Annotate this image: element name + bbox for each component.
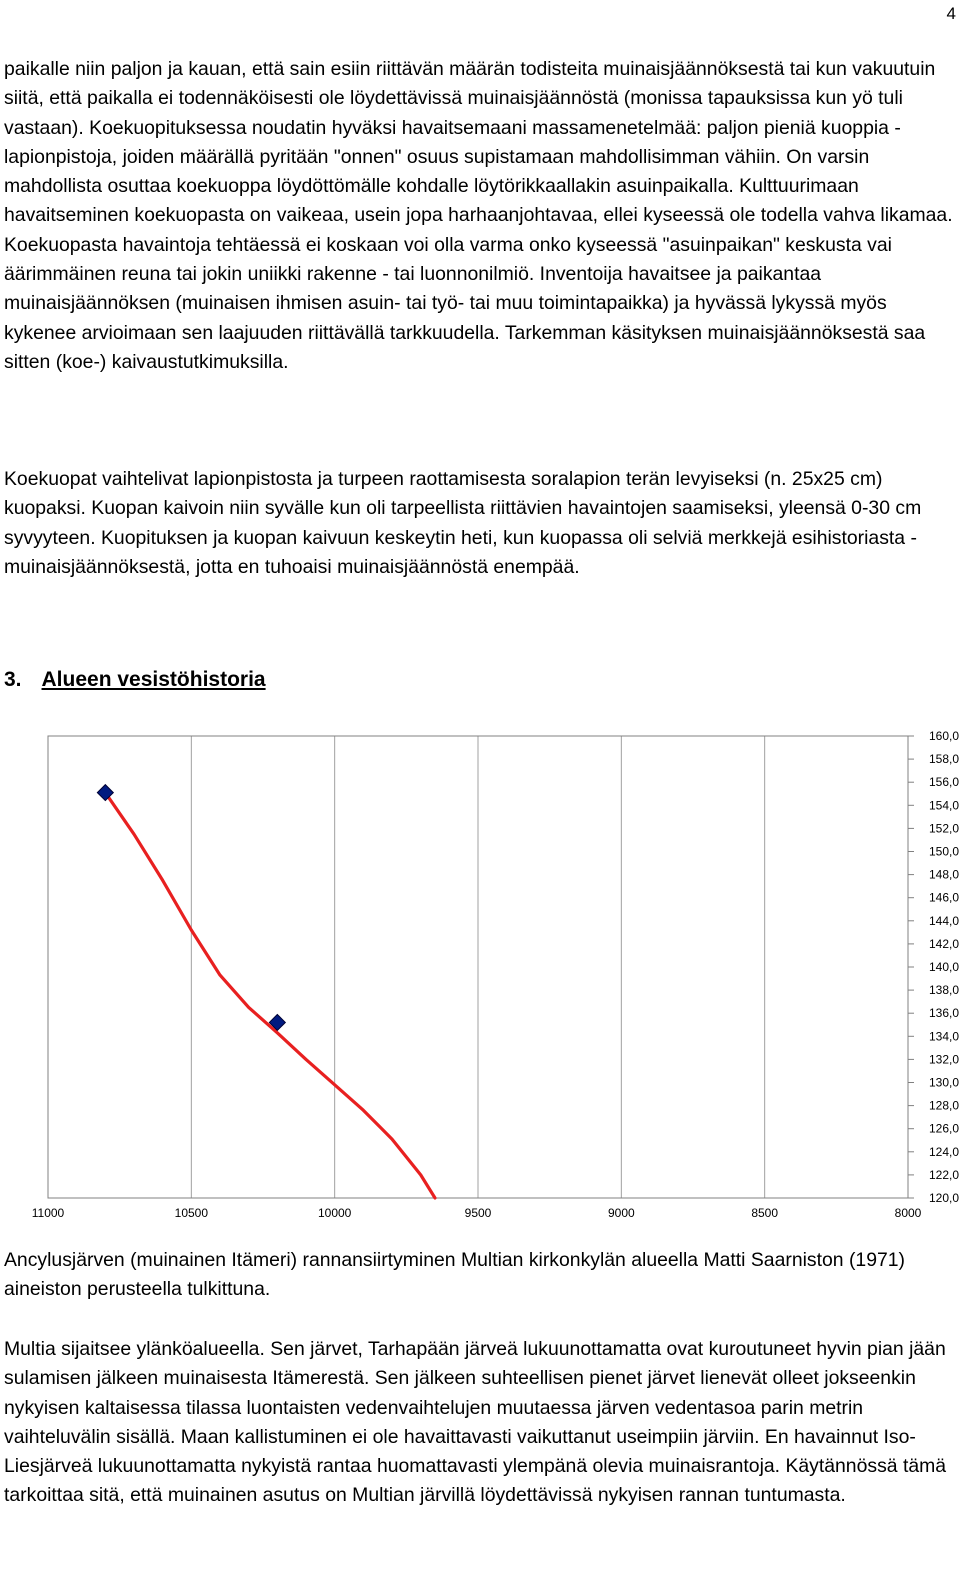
- x-tick-label: 10000: [317, 1206, 352, 1220]
- x-tick-label: 11000: [31, 1206, 65, 1220]
- x-tick-label: 8000: [894, 1206, 922, 1220]
- x-tick-label: 9500: [464, 1206, 492, 1220]
- y-tick-label: 136,0: [928, 1006, 960, 1021]
- y-tick-label: 120,0: [928, 1191, 960, 1205]
- y-tick-label: 124,0: [928, 1144, 960, 1159]
- y-tick-label: 150,0: [928, 844, 960, 859]
- y-tick-label: 142,0: [928, 936, 960, 951]
- chart-caption: Ancylusjärven (muinainen Itämeri) rannansiirtyminen Multian kirkonkylän alueella Matti Saarniston (1971) aineiston perusteella tulkittuna.: [4, 1249, 906, 1301]
- y-tick-label: 148,0: [928, 867, 960, 882]
- y-tick-label: 128,0: [928, 1098, 960, 1113]
- shoreline-chart: [0, 720, 960, 1230]
- section-title: Alueen vesistöhistoria: [41, 668, 266, 691]
- y-tick-label: 122,0: [928, 1167, 960, 1182]
- x-tick-label: 8500: [751, 1206, 779, 1220]
- chart-grid: [48, 736, 914, 1198]
- y-tick-label: 154,0: [928, 798, 960, 813]
- paragraph-multia: Multia sijaitsee ylänköalueella. Sen järvet, Tarhapään järveä lukuunottamatta ovat kuroutuneet hyvin pian jään sulamisen jälkeen muinaisesta Itämerestä. Sen jälkeen suhteellisen pienet järvet lienevät olleet jokseenkin nykyisen kaltaisessa tilassa luontaisten vedenvaihtelujen muutaessa järven vedentasoa parin metrin vaihteluvälin sisällä. Maan kallistuminen ei ole havaittavasti vaikuttanut useimpiin järviin. En havainnut Iso-Liesjärveä lukuunottamatta nykyistä rantaa huomattavasti ylempänä olevia muinaisrantoja. Käytännössä tämä tarkoittaa sitä, että muinainen asutus on Multian järvillä löydettävissä nykyisen rannan tuntumasta.: [4, 1338, 947, 1507]
- x-tick-label: 10500: [174, 1206, 209, 1220]
- y-tick-label: 152,0: [928, 821, 960, 836]
- y-tick-label: 132,0: [928, 1052, 960, 1067]
- y-tick-label: 138,0: [928, 983, 960, 998]
- shoreline-curve: [105, 793, 435, 1198]
- page-number: 4: [946, 4, 956, 23]
- y-tick-label: 134,0: [928, 1029, 960, 1044]
- section-number: 3.: [4, 668, 22, 691]
- chart-series: [105, 793, 435, 1198]
- y-tick-label: 144,0: [928, 913, 960, 928]
- y-tick-label: 156,0: [928, 775, 960, 790]
- y-tick-label: 130,0: [928, 1075, 960, 1090]
- y-tick-label: 158,0: [928, 752, 960, 767]
- paragraph-koekuopat: Koekuopat vaihtelivat lapionpistosta ja turpeen raottamisesta soralapion terän levyiseksi (n. 25x25 cm) kuopaksi. Kuopan kaivoin niin syvälle kun oli tarpeellista riittävien havaintojen saamiseksi, yleensä 0-30 cm syvyyteen. Kuopituksen ja kuopan kaivuun keskeytin heti, kun kuopassa oli selviä merkkejä esihistoriasta - muinaisjäännöksestä, jotta en tuhoaisi muinaisjäännöstä enempää.: [4, 468, 922, 578]
- x-axis-ticks: [32, 1206, 922, 1220]
- x-tick-label: 9000: [607, 1206, 635, 1220]
- y-axis-ticks: [929, 729, 959, 1205]
- paragraph-koekuopitus: paikalle niin paljon ja kauan, että sain esiin riittävän määrän todisteita muinaisjäännöksestä tai kun vakuutuin siitä, että paikalla ei todennäköisesti ole löydettävissä muinaisjäännöstä (monissa tapauksissa kun yö tuli vastaan). Koekuopituksessa noudatin hyväksi havaitsemaani massamenetelmää: paljon pieniä kuoppia - lapionpistoja, joiden määrällä pyritään "onnen" osuus supistamaan mahdollisimman vähiin. On varsin mahdollista osuttaa koekuoppa löydöttömälle kohdalle löytörikkaallakin asuinpaikalla. Kulttuurimaan havaitseminen koekuopasta on vaikeaa, usein jopa harhaanjohtavaa, ellei kyseessä ole todella vahva likamaa. Koekuopasta havaintoja tehtäessä ei koskaan voi olla varma onko kyseessä "asuinpaikan" keskusta vai äärimmäinen reuna tai jokin uniikki rakenne - tai luonnonilmiö. Inventoija havaitsee ja paikantaa muinaisjäännöksen (muinaisen ihmisen asuin- tai työ- tai muu toimintapaikka) ja hyvässä lykyssä myös kykenee arvioimaan sen laajuuden riittävällä tarkkuudella. Tarkemman käsityksen muinaisjäännöksestä saa sitten (koe-) kaivaustutkimuksilla.: [4, 58, 953, 373]
- y-tick-label: 126,0: [928, 1121, 960, 1136]
- y-tick-label: 146,0: [928, 890, 960, 905]
- y-tick-label: 160,0: [928, 729, 960, 743]
- section-heading: [4, 668, 266, 692]
- y-tick-label: 140,0: [928, 960, 960, 974]
